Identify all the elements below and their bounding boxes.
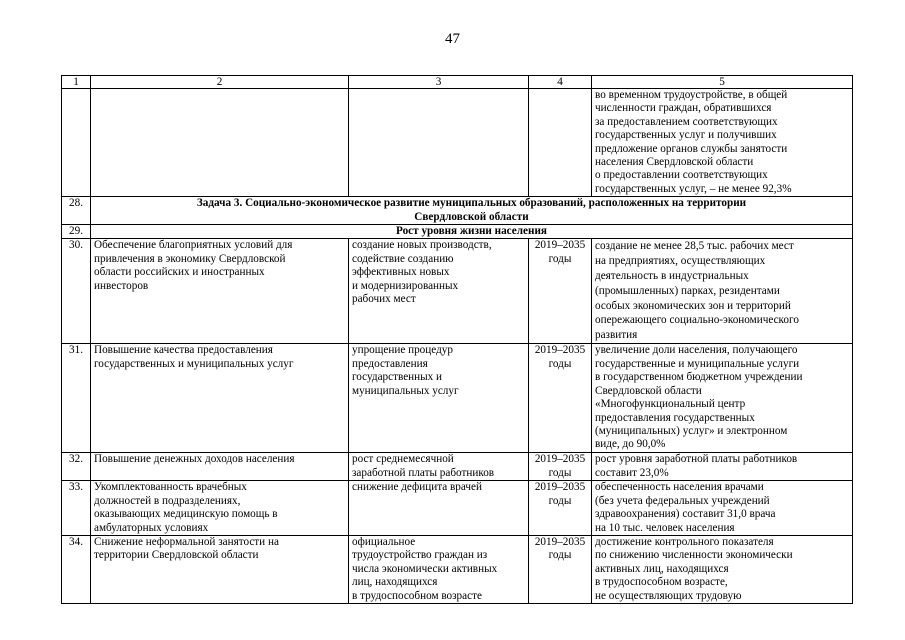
result-cell: рост уровня заработной платы работников составит 23,0% xyxy=(592,453,853,481)
section-row xyxy=(62,197,853,225)
num-cell: 32. xyxy=(62,453,91,481)
header-row xyxy=(62,76,853,89)
goal-cell: Укомплектованность врачебных должностей в подразделениях, оказывающих медицинскую помощь в амбулаторных условиях xyxy=(91,481,349,536)
num-cell: 33. xyxy=(62,481,91,536)
table-row xyxy=(62,453,853,481)
result-cell: во временном трудоустройстве, в общей численности граждан, обратившихся за предоставлением соответствующих государственных услуг и получивших предложение органов службы занятости населения Свердловской области о предоставлении соответствующих государственных услуг, – не менее 92,3% xyxy=(592,89,853,197)
goal-cell: Обеспечение благоприятных условий для привлечения в экономику Свердловской области российских и иностранных инвесторов xyxy=(91,239,349,344)
table-row xyxy=(62,239,853,344)
indicators-table xyxy=(61,75,853,604)
task-cell: упрощение процедур предоставления государственных и муниципальных услуг xyxy=(349,344,529,453)
section-heading: Рост уровня жизни населения xyxy=(91,225,853,239)
table-row xyxy=(62,535,853,603)
period-cell: 2019–2035 годы xyxy=(529,481,592,536)
goal-cell xyxy=(91,89,349,197)
goal-cell: Повышение денежных доходов населения xyxy=(91,453,349,481)
goal-cell: Повышение качества предоставления государственных и муниципальных услуг xyxy=(91,344,349,453)
num-cell: 29. xyxy=(62,225,91,239)
task-cell: официальное трудоустройство граждан из числа экономически активных лиц, находящихся в трудоспособном возрасте xyxy=(349,535,529,603)
num-cell: 30. xyxy=(62,239,91,344)
task-cell: рост среднемесячной заработной платы работников xyxy=(349,453,529,481)
period-cell: 2019–2035 годы xyxy=(529,344,592,453)
table-row xyxy=(62,481,853,536)
task-cell xyxy=(349,89,529,197)
header-cell: 5 xyxy=(592,76,853,89)
period-cell xyxy=(529,89,592,197)
num-cell: 28. xyxy=(62,197,91,225)
header-cell: 3 xyxy=(349,76,529,89)
table-row-continuation xyxy=(62,89,853,197)
result-cell: обеспеченность населения врачами (без учета федеральных учреждений здравоохранения) составит 31,0 врача на 10 тыс. человек населения xyxy=(592,481,853,536)
task-cell: создание новых производств, содействие созданию эффективных новых и модернизированных рабочих мест xyxy=(349,239,529,344)
section-heading: Задача 3. Социально-экономическое развитие муниципальных образований, расположенных на территории Свердловской области xyxy=(91,197,853,225)
goal-cell: Снижение неформальной занятости на территории Свердловской области xyxy=(91,535,349,603)
num-cell: 31. xyxy=(62,344,91,453)
task-cell: снижение дефицита врачей xyxy=(349,481,529,536)
period-cell: 2019–2035 годы xyxy=(529,239,592,344)
result-cell: увеличение доли населения, получающего государственные и муниципальные услуги в государственном бюджетном учреждении Свердловской области «Многофункциональный центр предоставления государственных (муниципальных) услуг» и электронном виде, до 90,0% xyxy=(592,344,853,453)
period-cell: 2019–2035 годы xyxy=(529,453,592,481)
header-cell: 4 xyxy=(529,76,592,89)
table-row xyxy=(62,344,853,453)
num-cell xyxy=(62,89,91,197)
num-cell: 34. xyxy=(62,535,91,603)
section-row xyxy=(62,225,853,239)
header-cell: 1 xyxy=(62,76,91,89)
result-cell: достижение контрольного показателя по снижению численности экономически активных лиц, находящихся в трудоспособном возрасте, не осуществляющих трудовую xyxy=(592,535,853,603)
period-cell: 2019–2035 годы xyxy=(529,535,592,603)
result-cell: создание не менее 28,5 тыс. рабочих мест на предприятиях, осуществляющих деятельность в индустриальных (промышленных) парках, резидентами особых экономических зон и территорий опережающего социально-экономического развития xyxy=(592,239,853,344)
page-number: 47 xyxy=(445,31,460,47)
header-cell: 2 xyxy=(91,76,349,89)
